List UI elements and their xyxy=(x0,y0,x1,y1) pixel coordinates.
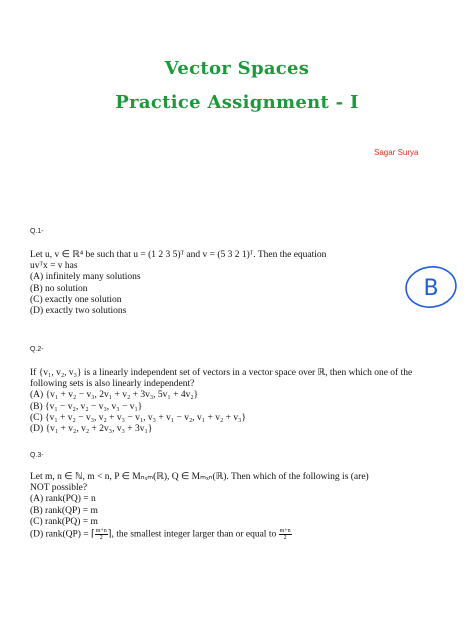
page-subtitle: Practice Assignment - I xyxy=(115,92,359,113)
question-3-option-a: (A) rank(PQ) = n xyxy=(30,494,96,505)
fraction-numerator-second: m+n xyxy=(279,528,291,535)
fraction-m-plus-n-over-2 xyxy=(95,528,108,541)
fraction-denominator: 2 xyxy=(99,535,103,542)
author-name: Sagar Surya xyxy=(374,148,419,157)
question-3-option-d-prefix: (D) rank(QP) = ⌈ xyxy=(30,529,95,540)
fraction-m-plus-n-over-2-second xyxy=(279,528,292,541)
question-1-option-b: (B) no solution xyxy=(30,283,88,294)
question-1-label: Q.1- xyxy=(30,228,44,235)
question-3-stem-line-1: Let m, n ∈ ℕ, m < n, P ∈ Mₙₓₘ(ℝ), Q ∈ Mₘₓₙ(ℝ). Then which of the following is (are) xyxy=(30,472,369,482)
question-2-stem-line-2: following sets is also linearly independent? xyxy=(30,379,195,390)
question-1-option-d: (D) exactly two solutions xyxy=(30,306,127,317)
handwritten-answer-circle xyxy=(402,262,460,312)
question-1-stem-line-2: uvᵀx = v has xyxy=(30,261,78,272)
fraction-numerator: m+n xyxy=(95,528,107,535)
question-3-option-d-mid: ⌉, the smallest integer larger than or equal to xyxy=(107,529,279,540)
question-3-option-c: (C) rank(PQ) = m xyxy=(30,516,98,527)
page-title: Vector Spaces xyxy=(164,58,310,79)
question-2-option-c: (C) {v₁ + v₂ − v₃, v₂ + v₃ − v₁, v₃ + v₁ − v₂, v₁ + v₂ + v₃} xyxy=(30,412,247,423)
fraction-denominator-second: 2 xyxy=(283,535,287,542)
question-3-option-d xyxy=(30,528,445,541)
question-2-option-a: (A) {v₁ + v₂ − v₃, 2v₁ + v₂ + 3v₃, 5v₁ + 4v₂} xyxy=(30,390,199,401)
handwritten-answer: B xyxy=(423,276,439,301)
question-3-stem-line-2: NOT possible? xyxy=(30,483,88,494)
question-3 xyxy=(30,472,445,541)
question-2-label: Q.2- xyxy=(30,346,44,353)
question-1 xyxy=(30,250,445,317)
question-1-option-c: (C) exactly one solution xyxy=(30,294,122,305)
question-3-label: Q.3- xyxy=(30,452,44,459)
question-2-option-d: (D) {v₁ + v₂, v₂ + 2v₃, v₃ + 3v₁} xyxy=(30,424,153,435)
question-1-option-a: (A) infinitely many solutions xyxy=(30,272,141,283)
question-1-stem-line-1: Let u, v ∈ ℝ⁴ be such that u = (1 2 3 5)ᵀ and v = (5 3 2 1)ᵀ. Then the equation xyxy=(30,250,327,260)
question-2-stem-line-1: If {v₁, v₂, v₃} is a linearly independent set of vectors in a vector space over ℝ, then which one of the xyxy=(30,368,413,378)
question-2-option-b: (B) {v₁ − v₂, v₂ − v₃, v₃ − v₁} xyxy=(30,401,143,412)
question-3-option-b: (B) rank(QP) = m xyxy=(30,505,98,516)
question-2 xyxy=(30,368,445,435)
